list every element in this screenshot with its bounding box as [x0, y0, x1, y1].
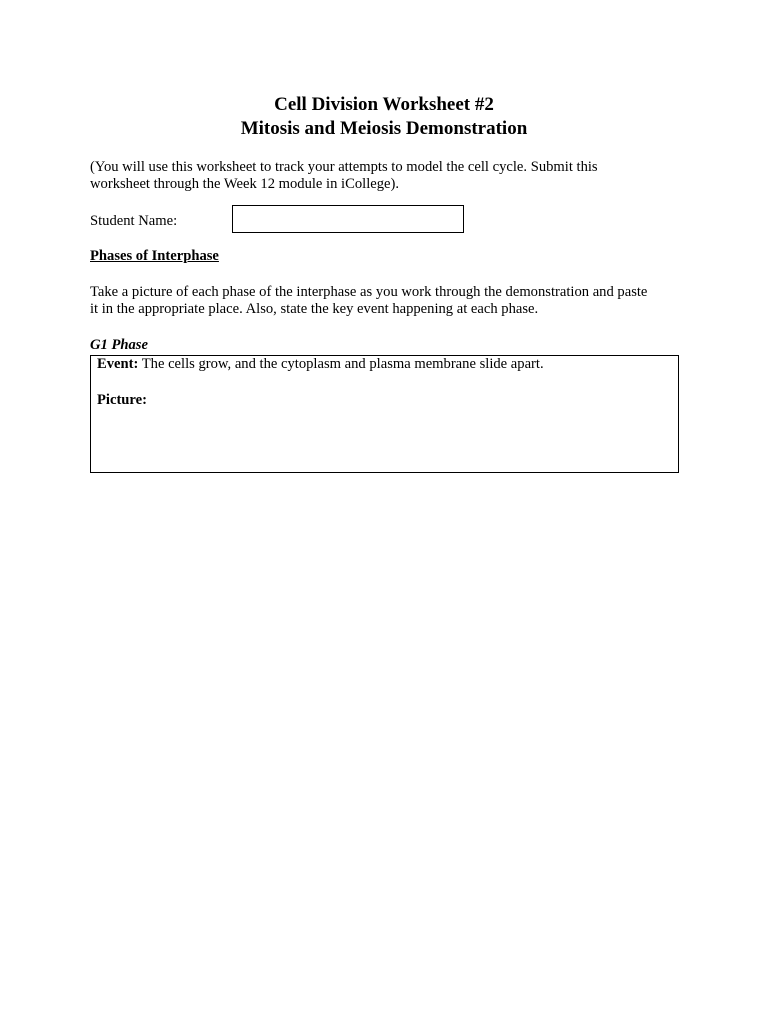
instructions-line: it in the appropriate place. Also, state the key event happening at each phase.: [90, 301, 539, 317]
instructions-paragraph: [90, 284, 680, 318]
picture-label: Picture:: [97, 392, 147, 408]
intro-line: (You will use this worksheet to track your attempts to model the cell cycle. Submit this: [90, 159, 598, 175]
worksheet-title: Cell Division Worksheet #2: [274, 94, 494, 115]
student-name-input[interactable]: [232, 205, 464, 233]
event-label: Event:: [97, 356, 139, 372]
section-heading: Phases of Interphase: [90, 248, 219, 264]
instructions-line: Take a picture of each phase of the interphase as you work through the demonstration and paste: [90, 284, 648, 300]
intro-paragraph: [90, 159, 680, 193]
student-name-label: Student Name:: [90, 213, 178, 229]
event-line: [97, 356, 544, 373]
event-text: The cells grow, and the cytoplasm and plasma membrane slide apart.: [138, 356, 544, 372]
worksheet-subtitle: Mitosis and Meiosis Demonstration: [240, 118, 528, 139]
intro-line: worksheet through the Week 12 module in iCollege).: [90, 176, 400, 192]
phase-label: G1 Phase: [90, 337, 148, 353]
phase-box: [90, 355, 679, 473]
